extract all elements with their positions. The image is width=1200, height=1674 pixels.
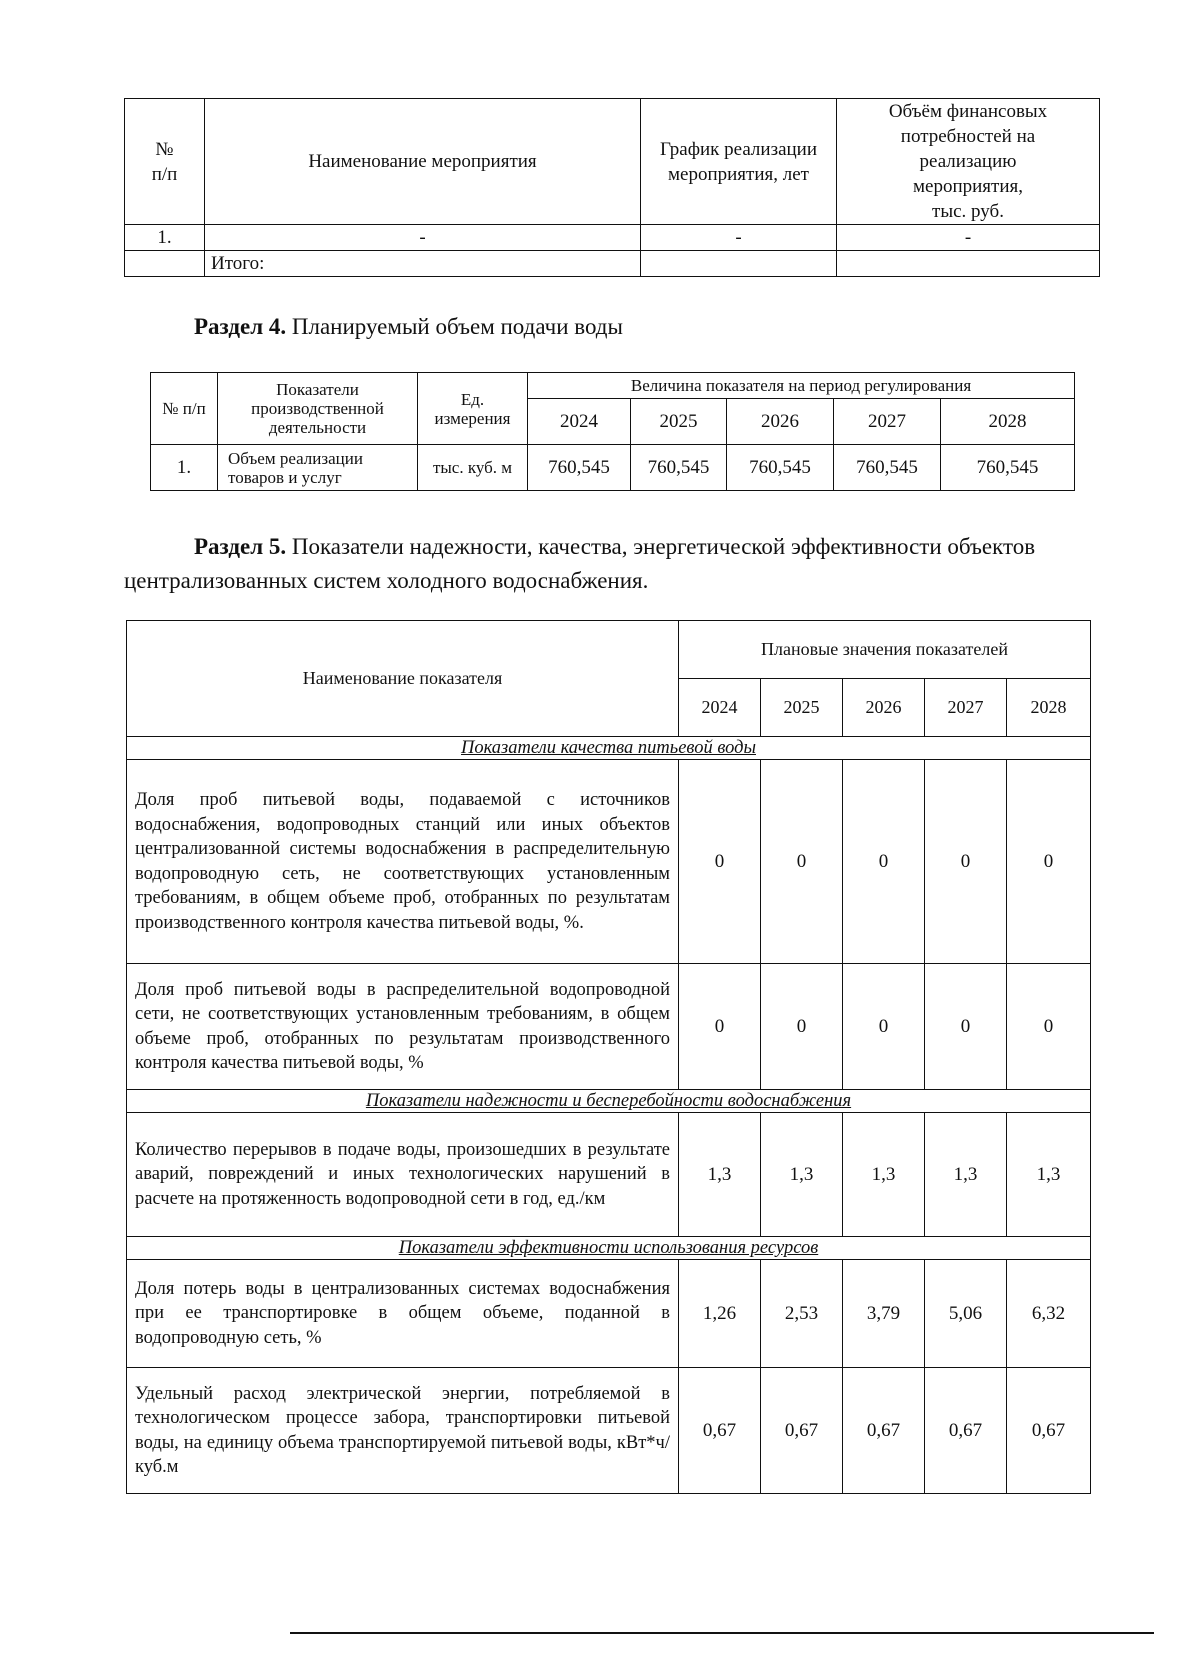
indicator-name: Доля проб питьевой воды в распределительной водопроводной сети, не соответствующих установленным требованиям, в общем объеме проб, отобранных по результатам производственного контроля качества питьевой воды, % [127, 964, 679, 1090]
indicator-row [127, 964, 1091, 1090]
bottom-rule [290, 1632, 1154, 1634]
indicator-name: Количество перерывов в подаче воды, произошедших в результате аварий, повреждений и иных технологических нарушений в расчете на протяженность водопроводной сети в год, ед./км [127, 1113, 679, 1237]
group-row-reliability [127, 1090, 1091, 1113]
water-supply-row [151, 445, 1075, 491]
activities-row-num: 1. [125, 225, 205, 251]
indicator-name: Доля потерь воды в централизованных системах водоснабжения при ее транспортировке в общем объеме, поданной в водопроводную сеть, % [127, 1260, 679, 1368]
water-supply-value-2024: 760,545 [528, 445, 631, 491]
indicator-value-2028: 0,67 [1007, 1368, 1091, 1494]
activities-table [124, 98, 1100, 277]
activities-row-schedule: - [641, 225, 837, 251]
water-supply-header-row [151, 373, 1075, 399]
section-5-title: Показатели надежности, качества, энергетической эффективности объектов централизованных систем холодного водоснабжения. [124, 534, 1036, 593]
group-row-efficiency [127, 1237, 1091, 1260]
indicator-value-2027: 0 [925, 964, 1007, 1090]
water-supply-value-2025: 760,545 [631, 445, 727, 491]
section-4-label: Раздел 4. [194, 314, 287, 339]
activities-row-name: - [205, 225, 641, 251]
indicator-value-2028: 0 [1007, 760, 1091, 964]
activities-header-num: № п/п [125, 99, 205, 225]
indicator-value-2028: 6,32 [1007, 1260, 1091, 1368]
section-5-heading [124, 530, 1104, 598]
activities-total-finance [837, 251, 1100, 277]
water-supply-year-2027: 2027 [834, 399, 941, 445]
section-4-heading [194, 310, 623, 344]
activities-row-finance: - [837, 225, 1100, 251]
activities-total-empty [125, 251, 205, 277]
water-supply-header-unit: Ед. измерения [418, 373, 528, 445]
water-supply-header-period: Величина показателя на период регулирования [528, 373, 1075, 399]
indicator-value-2025: 0 [761, 760, 843, 964]
water-supply-year-2024: 2024 [528, 399, 631, 445]
indicators-year-2027: 2027 [925, 679, 1007, 737]
indicator-name: Удельный расход электрической энергии, потребляемой в технологическом процессе забора, транспортировки питьевой воды, на единицу объема транспортируемой питьевой воды, кВт*ч/куб.м [127, 1368, 679, 1494]
indicator-row [127, 1260, 1091, 1368]
indicator-value-2026: 1,3 [843, 1113, 925, 1237]
activities-header-finance: Объём финансовых потребностей на реализацию мероприятия, тыс. руб. [837, 99, 1100, 225]
activities-header-name: Наименование мероприятия [205, 99, 641, 225]
water-supply-row-indicator: Объем реализации товаров и услуг [218, 445, 418, 491]
activities-row [125, 225, 1100, 251]
activities-header-schedule: График реализации мероприятия, лет [641, 99, 837, 225]
indicator-row [127, 760, 1091, 964]
water-supply-header-num: № п/п [151, 373, 218, 445]
section-4-title: Планируемый объем подачи воды [286, 314, 623, 339]
indicator-value-2027: 1,3 [925, 1113, 1007, 1237]
indicators-year-2024: 2024 [679, 679, 761, 737]
indicators-year-2026: 2026 [843, 679, 925, 737]
indicator-value-2024: 1,26 [679, 1260, 761, 1368]
indicators-header-planned: Плановые значения показателей [679, 621, 1091, 679]
group-row-quality [127, 737, 1091, 760]
group-reliability-label: Показатели надежности и бесперебойности водоснабжения [127, 1090, 1091, 1113]
indicator-value-2024: 1,3 [679, 1113, 761, 1237]
indicator-value-2025: 2,53 [761, 1260, 843, 1368]
water-supply-row-num: 1. [151, 445, 218, 491]
indicator-value-2025: 0,67 [761, 1368, 843, 1494]
indicator-value-2026: 3,79 [843, 1260, 925, 1368]
water-supply-value-2027: 760,545 [834, 445, 941, 491]
section-5-label: Раздел 5. [194, 534, 287, 559]
indicator-value-2024: 0 [679, 760, 761, 964]
water-supply-header-indicator: Показатели производственной деятельности [218, 373, 418, 445]
group-efficiency-label: Показатели эффективности использования ресурсов [127, 1237, 1091, 1260]
indicator-row [127, 1113, 1091, 1237]
activities-total-row [125, 251, 1100, 277]
activities-total-schedule [641, 251, 837, 277]
water-supply-table [150, 372, 1075, 491]
indicators-table [126, 620, 1091, 1494]
indicator-value-2027: 5,06 [925, 1260, 1007, 1368]
activities-header-row [125, 99, 1100, 225]
water-supply-year-2026: 2026 [727, 399, 834, 445]
indicator-value-2026: 0 [843, 760, 925, 964]
indicator-value-2028: 0 [1007, 964, 1091, 1090]
water-supply-value-2028: 760,545 [941, 445, 1075, 491]
water-supply-row-unit: тыс. куб. м [418, 445, 528, 491]
indicator-value-2028: 1,3 [1007, 1113, 1091, 1237]
indicators-year-2028: 2028 [1007, 679, 1091, 737]
indicator-value-2025: 0 [761, 964, 843, 1090]
indicators-year-2025: 2025 [761, 679, 843, 737]
water-supply-year-2028: 2028 [941, 399, 1075, 445]
indicator-value-2027: 0 [925, 760, 1007, 964]
indicator-value-2024: 0 [679, 964, 761, 1090]
indicator-value-2024: 0,67 [679, 1368, 761, 1494]
indicator-value-2027: 0,67 [925, 1368, 1007, 1494]
group-quality-label: Показатели качества питьевой воды [127, 737, 1091, 760]
activities-total-label: Итого: [205, 251, 641, 277]
water-supply-year-2025: 2025 [631, 399, 727, 445]
water-supply-value-2026: 760,545 [727, 445, 834, 491]
indicator-value-2025: 1,3 [761, 1113, 843, 1237]
indicator-value-2026: 0 [843, 964, 925, 1090]
indicator-value-2026: 0,67 [843, 1368, 925, 1494]
indicators-header-row [127, 621, 1091, 679]
indicator-name: Доля проб питьевой воды, подаваемой с источников водоснабжения, водопроводных станций или иных объектов централизованной системы водоснабжения в распределительную водопроводную сеть, не соответствующих установленным требованиям, в общем объеме проб, отобранных по результатам производственного контроля качества питьевой воды, %. [127, 760, 679, 964]
indicator-row [127, 1368, 1091, 1494]
indicators-header-name: Наименование показателя [127, 621, 679, 737]
